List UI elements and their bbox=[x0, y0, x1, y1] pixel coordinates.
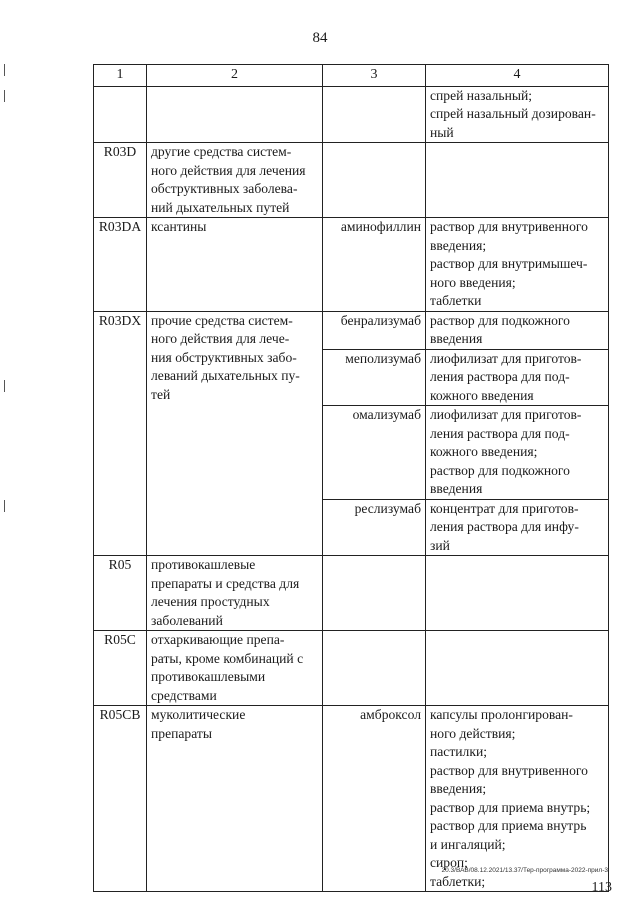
cell-text-line: противокашлевые bbox=[151, 557, 256, 572]
cell-text-line: средствами bbox=[151, 687, 217, 703]
cell-text-line: омализумаб bbox=[352, 407, 421, 422]
cell-text-line: введения; bbox=[430, 781, 487, 796]
dosage-form-cell bbox=[426, 556, 609, 631]
cell-text-line: отхаркивающие препа- bbox=[151, 632, 285, 647]
cell-text-line: капсулы пролонгирован- bbox=[430, 707, 573, 722]
cell-text-line: и ингаляций; bbox=[430, 836, 506, 852]
dosage-form-cell bbox=[426, 143, 609, 218]
cell-text-line: раствор для подкожного bbox=[430, 312, 570, 328]
cell-text-line: раствор для приема внутрь bbox=[430, 818, 587, 833]
column-header: 4 bbox=[426, 65, 609, 87]
substance-cell bbox=[323, 311, 426, 349]
cell-text-line: ного действия; bbox=[430, 725, 516, 741]
cell-text-line: R05C bbox=[104, 632, 136, 647]
table-row bbox=[94, 706, 609, 892]
cell-text-line: ного действия для лече- bbox=[151, 331, 290, 346]
dosage-form-cell bbox=[426, 218, 609, 312]
substance-cell bbox=[323, 143, 426, 218]
cell-text-line: R03DA bbox=[98, 219, 142, 234]
atc-group-cell bbox=[147, 86, 323, 143]
atc-code-cell bbox=[94, 218, 147, 312]
cell-text-line: концентрат для приготов- bbox=[430, 500, 579, 516]
cell-text-line: амброксол bbox=[360, 707, 421, 722]
cell-text-line: раствор для внутривенного bbox=[430, 219, 588, 234]
table-body bbox=[94, 86, 609, 892]
column-header: 3 bbox=[323, 65, 426, 87]
cell-text-line: зий bbox=[430, 537, 450, 553]
substance-cell bbox=[323, 499, 426, 556]
cell-text-line: аминофиллин bbox=[340, 219, 421, 234]
atc-code-cell bbox=[94, 556, 147, 631]
cell-text-line: R05CB bbox=[99, 707, 141, 722]
atc-code-cell bbox=[94, 86, 147, 143]
cell-text-line: реслизумаб bbox=[354, 500, 421, 516]
cell-text-line: спрей назальный дозирован- bbox=[430, 106, 596, 121]
cell-text-line: муколитические bbox=[151, 707, 246, 722]
cell-text-line: введения bbox=[430, 481, 483, 496]
substance-cell bbox=[323, 556, 426, 631]
footer-page-number: 113 bbox=[591, 880, 612, 895]
cell-text-line: прочие средства систем- bbox=[151, 312, 293, 328]
substance-cell bbox=[323, 631, 426, 706]
cell-text-line: препараты bbox=[151, 725, 212, 741]
cell-text-line: R05 bbox=[108, 557, 132, 572]
cell-text-line: таблетки; bbox=[430, 873, 486, 889]
cell-text-line: сироп; bbox=[430, 855, 468, 870]
cell-text-line: препараты и средства для bbox=[151, 575, 300, 591]
atc-code-cell bbox=[94, 631, 147, 706]
cell-text-line: ний дыхательных путей bbox=[151, 199, 290, 215]
atc-group-cell bbox=[147, 706, 323, 892]
cell-text-line: лиофилизат для приготов- bbox=[430, 407, 582, 422]
dosage-form-cell bbox=[426, 499, 609, 556]
cell-text-line: ный bbox=[430, 124, 454, 140]
cell-text-line: обструктивных заболева- bbox=[151, 181, 298, 196]
atc-group-cell bbox=[147, 556, 323, 631]
drug-table bbox=[93, 64, 609, 892]
table-header-row bbox=[94, 65, 609, 87]
table-row bbox=[94, 143, 609, 218]
cell-text-line: ного действия для лечения bbox=[151, 162, 306, 178]
cell-text-line: ления раствора для под- bbox=[430, 369, 570, 384]
cell-text-line: тей bbox=[151, 386, 171, 402]
atc-group-cell bbox=[147, 311, 323, 556]
cell-text-line: ния обструктивных забо- bbox=[151, 349, 297, 365]
table-row bbox=[94, 631, 609, 706]
atc-code-cell bbox=[94, 311, 147, 556]
atc-group-cell bbox=[147, 218, 323, 312]
substance-cell bbox=[323, 218, 426, 312]
cell-text-line: спрей назальный; bbox=[430, 87, 533, 103]
atc-code-cell bbox=[94, 706, 147, 892]
substance-cell bbox=[323, 406, 426, 500]
cell-text-line: ксантины bbox=[151, 219, 207, 234]
atc-code-cell bbox=[94, 143, 147, 218]
cell-text-line: таблетки bbox=[430, 293, 482, 308]
cell-text-line: введения bbox=[430, 331, 483, 346]
cell-text-line: лечения простудных bbox=[151, 594, 270, 609]
cell-text-line: раты, кроме комбинаций с bbox=[151, 650, 304, 666]
atc-group-cell bbox=[147, 143, 323, 218]
dosage-form-cell bbox=[426, 311, 609, 349]
table-row bbox=[94, 218, 609, 312]
dosage-form-cell bbox=[426, 406, 609, 500]
column-header: 2 bbox=[147, 65, 323, 87]
cell-text-line: ного введения; bbox=[430, 274, 516, 290]
table-row bbox=[94, 556, 609, 631]
cell-text-line: введения; bbox=[430, 237, 487, 253]
substance-cell bbox=[323, 349, 426, 406]
column-header: 1 bbox=[94, 65, 147, 87]
footer-document-code: 20.3/ВАВ/08.12.2021/13.37/Тер-программа-2022-прил-3 bbox=[441, 867, 608, 874]
cell-text-line: пастилки; bbox=[430, 744, 487, 759]
cell-text-line: раствор для внутривенного bbox=[430, 762, 588, 778]
table-row bbox=[94, 86, 609, 143]
dosage-form-cell bbox=[426, 86, 609, 143]
cell-text-line: R03D bbox=[103, 144, 137, 159]
table-row bbox=[94, 311, 609, 349]
cell-text-line: ления раствора для под- bbox=[430, 425, 570, 441]
cell-text-line: другие средства систем- bbox=[151, 144, 292, 159]
cell-text-line: раствор для подкожного bbox=[430, 462, 570, 478]
dosage-form-cell bbox=[426, 706, 609, 892]
substance-cell bbox=[323, 86, 426, 143]
cell-text-line: R03DX bbox=[98, 312, 142, 328]
cell-text-line: кожного введения; bbox=[430, 444, 538, 459]
page-number: 84 bbox=[312, 30, 328, 46]
cell-text-line: лиофилизат для приготов- bbox=[430, 350, 582, 366]
cell-text-line: противокашлевыми bbox=[151, 669, 266, 684]
cell-text-line: заболеваний bbox=[151, 612, 223, 628]
dosage-form-cell bbox=[426, 349, 609, 406]
substance-cell bbox=[323, 706, 426, 892]
atc-group-cell bbox=[147, 631, 323, 706]
cell-text-line: раствор для внутримышеч- bbox=[430, 256, 588, 271]
cell-text-line: леваний дыхательных пу- bbox=[151, 368, 300, 383]
cell-text-line: бенрализумаб bbox=[340, 312, 421, 328]
dosage-form-cell bbox=[426, 631, 609, 706]
cell-text-line: ления раствора для инфу- bbox=[430, 519, 579, 534]
cell-text-line: раствор для приема внутрь; bbox=[430, 799, 591, 815]
cell-text-line: кожного введения bbox=[430, 387, 534, 403]
cell-text-line: меполизумаб bbox=[345, 350, 421, 366]
